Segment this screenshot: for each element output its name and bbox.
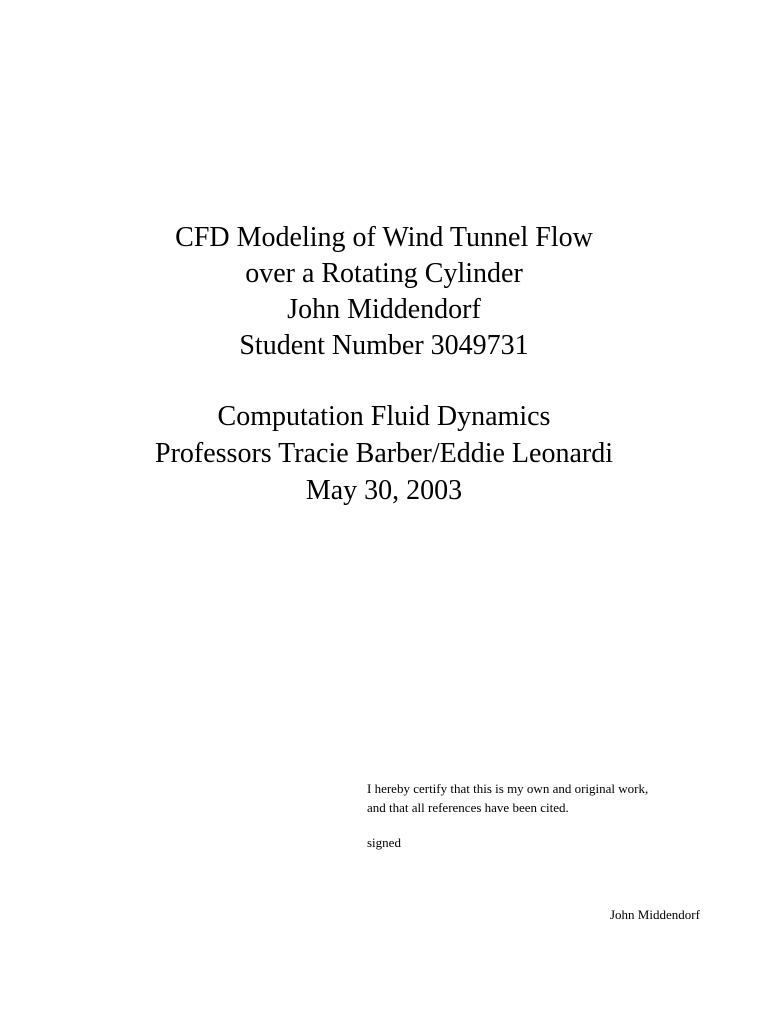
author-name: John Middendorf xyxy=(287,294,481,325)
signed-label: signed xyxy=(367,835,401,850)
certification-line-2: and that all references have been cited. xyxy=(367,800,569,815)
title-line-1: CFD Modeling of Wind Tunnel Flow xyxy=(175,222,593,253)
document-title-block xyxy=(0,220,768,364)
course-name: Computation Fluid Dynamics xyxy=(217,401,551,432)
certification-line-1: I hereby certify that this is my own and original work, xyxy=(367,781,649,796)
date: May 30, 2003 xyxy=(305,475,463,506)
certification-statement xyxy=(367,779,747,817)
student-number: Student Number 3049731 xyxy=(239,330,529,361)
title-line-2: over a Rotating Cylinder xyxy=(245,258,523,289)
professors: Professors Tracie Barber/Eddie Leonardi xyxy=(155,438,613,469)
signer-name: John Middendorf xyxy=(610,907,700,922)
course-info-block xyxy=(0,398,768,509)
